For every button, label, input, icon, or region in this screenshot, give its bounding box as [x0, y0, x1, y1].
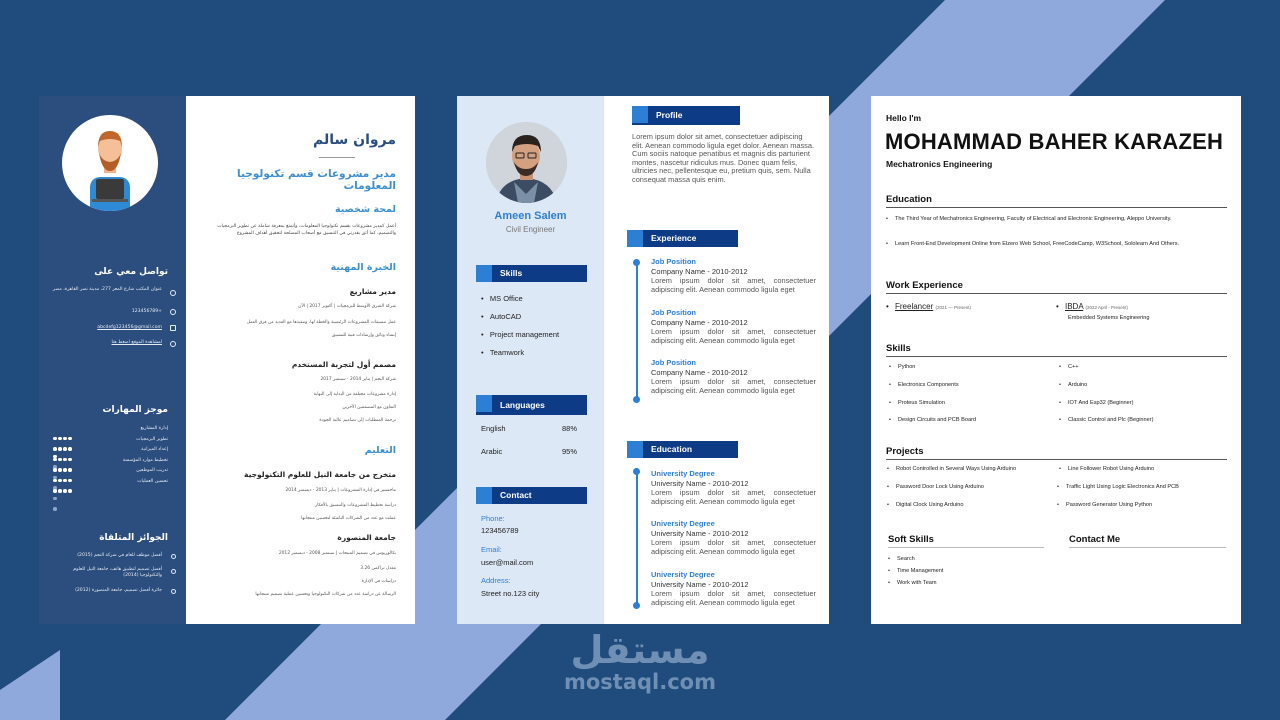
- work-heading: Work Experience: [886, 280, 1227, 294]
- resume-name: مروان سالم: [313, 132, 396, 148]
- awards-heading: الجوائز المتلقاة: [99, 533, 168, 543]
- mohammad-resume: [871, 96, 1241, 624]
- arabic-resume-sidebar: [39, 96, 186, 624]
- job-bullet: عمل تنسيقات المشروعات الرئيسية والخطة لها، وتنفيذها مع العديد من فرق العمل: [246, 320, 396, 325]
- contact-phone: 123456789: [481, 526, 519, 535]
- resume-name: MOHAMMAD BAHER KARAZEH: [885, 129, 1224, 154]
- job-bullet: إدارة مشروعات مختلفة من البداية إلى النهاية: [313, 392, 396, 397]
- award-icon: [171, 554, 176, 559]
- profile-text: Lorem ipsum dolor sit amet, consectetuer adipiscing elit. Aenean commodo ligula eget dolor. Aenean massa. Cum sociis natoque penatibus et magnis dis parturient montes, nascetur ridiculus mus. Donec quam felis, ultricies nec, pellentesque eu, pretium quis, sem. Nulla consequat massa quis enim.: [632, 132, 815, 184]
- skill-item: • C++: [1068, 364, 1079, 372]
- skill-rating: [53, 427, 75, 431]
- education-bullet: دراسات في الإدارة: [361, 579, 396, 584]
- contact-phone: +123456789: [131, 309, 162, 314]
- soft-skill-item: • Search: [897, 556, 915, 564]
- skill-name: تطوير البرمجيات: [136, 436, 168, 442]
- education-school: University Name - 2010-2012: [651, 479, 749, 488]
- education-heading: Education: [886, 194, 1227, 208]
- education-title: University Degree: [651, 570, 715, 579]
- education-heading: التعليم: [364, 445, 396, 456]
- whatsapp-icon: [170, 309, 176, 315]
- education-title: University Degree: [651, 519, 715, 528]
- education-item: • The Third Year of Mechatronics Engineering, Faculty of Electrical and Electronic Engineering, Aleppo University.: [895, 216, 1227, 224]
- job-bullet: ترجمة المتطلبات إلى تصاميم عالية الجودة: [319, 418, 396, 423]
- job-title: Job Position: [651, 257, 696, 266]
- education-bullet: دراسة تخطيط المشروعات والتنسيق بالأفكار: [315, 503, 396, 508]
- education-school: University Name - 2010-2012: [651, 580, 749, 589]
- globe-icon: [170, 341, 176, 347]
- work-item: • Freelancer (2021 — Present): [895, 302, 971, 313]
- contact-bar: Contact: [476, 487, 587, 504]
- language-pct: 95%: [562, 447, 578, 456]
- project-item: • Robot Controlled in Several Ways Using Arduino: [896, 466, 1016, 474]
- contact-email[interactable]: user@mail.com: [481, 558, 534, 567]
- contact-label: Phone:: [481, 514, 505, 523]
- languages-bar: Languages: [476, 395, 587, 415]
- experience-bar: Experience: [627, 230, 738, 247]
- project-item: • Traffic Light Using Logic Electronics And PCB: [1066, 484, 1179, 492]
- soft-skill-item: • Work with Team: [897, 580, 937, 588]
- job-bullet: التعاون مع المصممين الآخرين: [342, 405, 396, 410]
- job-company: Company Name - 2010-2012: [651, 318, 748, 327]
- education-timeline: [636, 471, 638, 606]
- job-title: مدير مشاريع: [349, 287, 396, 296]
- education-title: جامعة المنصورة: [337, 533, 396, 542]
- watermark-arabic: مستقل: [570, 628, 710, 672]
- language-name: English: [481, 424, 506, 433]
- language-pct: 88%: [562, 424, 578, 433]
- job-company: Company Name - 2010-2012: [651, 368, 748, 377]
- award-item: جائزة أفضل تصميم، جامعة المنصورة (2012): [75, 588, 162, 593]
- work-subtitle: Embedded Systems Engineering: [1068, 315, 1150, 321]
- skill-item: • AutoCAD: [481, 312, 522, 321]
- job-title: مصمم أول لتجربة المستخدم: [291, 360, 396, 369]
- ameen-resume-sidebar: [457, 96, 604, 624]
- award-item: أفضل موظف للعام في شركة النجم (2015): [77, 553, 162, 558]
- resume-name: Ameen Salem: [494, 210, 567, 222]
- education-item: • Learn Front-End Development Online from Elzero Web School, FreeCodeCamp, W3School, Sololearn And Others.: [895, 241, 1227, 249]
- education-title: University Degree: [651, 469, 715, 478]
- work-item: • IBDA (2022 April - Present): [1065, 302, 1128, 313]
- education-description: Lorem ipsum dolor sit amet, consectetuer adipiscing elit. Aenean commodo ligula eget: [651, 488, 816, 506]
- experience-heading: الخبرة المهنية: [330, 262, 396, 273]
- skill-rating: [53, 438, 75, 442]
- contact-address: عنوان المكتب شارع المعز 277، مدينة نصر القاهرة، مصر: [52, 287, 162, 292]
- rating-dot: [58, 489, 62, 493]
- profile-bar: Profile: [632, 106, 740, 125]
- award-item: أفضل تصميم لتطبيق هاتف، جامعة النيل للعلوم والتكنولوجيا (2014): [73, 567, 162, 579]
- rating-dot: [53, 507, 57, 511]
- projects-heading: Projects: [886, 446, 1227, 460]
- education-bullet: عملت مع عدد من الشركات الناشئة لتحسين منتجاتها: [301, 516, 396, 521]
- skill-rating: [53, 469, 75, 473]
- language-name: Arabic: [481, 447, 503, 456]
- profile-photo: [486, 122, 567, 203]
- watermark-latin: mostaql.com: [564, 670, 716, 694]
- job-description: Lorem ipsum dolor sit amet, consectetuer adipiscing elit. Aenean commodo ligula eget: [651, 377, 816, 395]
- skill-item: • Design Circuits and PCB Board: [898, 417, 976, 425]
- mostaql-watermark: [560, 628, 720, 694]
- timeline-dot: [633, 602, 640, 609]
- skill-name: تحسين العمليات: [137, 478, 168, 484]
- contact-email[interactable]: abcdefg123456@gmail.com: [97, 325, 162, 330]
- rating-dot: [68, 489, 72, 493]
- job-meta: شركة الشرق الأوسط للبرمجيات | أكتوبر 2017 | الآن: [298, 304, 396, 309]
- skills-heading: موجز المهارات: [102, 405, 168, 415]
- skill-item: • Electronics Components: [898, 382, 959, 390]
- job-title: Job Position: [651, 358, 696, 367]
- soft-skill-item: • Time Management: [897, 568, 943, 576]
- skill-rating: [53, 448, 75, 452]
- arabic-resume: [39, 96, 415, 624]
- skill-rating: [53, 480, 75, 484]
- job-company: Company Name - 2010-2012: [651, 267, 748, 276]
- contact-label: Email:: [481, 545, 502, 554]
- skill-item: • MS Office: [481, 294, 523, 303]
- timeline-dot: [633, 259, 640, 266]
- education-bullet: معدل تراكمي 3.26: [360, 566, 396, 571]
- project-item: • Digital Clock Using Arduino: [896, 502, 963, 510]
- arabic-resume-main: [186, 96, 415, 624]
- skill-item: • Python: [898, 364, 915, 372]
- education-bar: Education: [627, 441, 738, 458]
- profile-text: أعمل كمدير مشروعات بقسم تكنولوجيا المعلومات، وأتمتع بمعرفة شاملة عن تطوير البرمجيات والتصميم، كما أثق بقدرتي في التنسيق مع أصحاب المصلحة لتحقيق أهداف المشروع: [217, 224, 396, 236]
- rating-dot: [63, 489, 67, 493]
- hello-text: Hello I'm: [886, 113, 922, 123]
- contact-website[interactable]: لمشاهدة الموقع اضغط هنا: [111, 340, 162, 345]
- skill-item: • Classic Control and Plc (Beginner): [1068, 417, 1154, 425]
- skill-name: تخطيط موارد المؤسسة: [122, 457, 168, 463]
- resume-role: Civil Engineer: [505, 225, 556, 234]
- timeline-dot: [633, 468, 640, 475]
- skill-name: إدارة المشاريع: [140, 426, 168, 431]
- profile-heading: لمحة شخصية: [334, 204, 396, 215]
- timeline-dot: [633, 396, 640, 403]
- skill-item: • IOT And Esp32 (Beginner): [1068, 400, 1134, 408]
- education-bullet: الرسالة عن دراسة عدد من شركات التكنولوجيا وتحسين عملية تصميم منتجاتها: [255, 592, 396, 597]
- skill-rating: [53, 459, 75, 463]
- divider: [319, 157, 355, 158]
- soft-skills-heading: Soft Skills: [888, 534, 1044, 548]
- education-school: University Name - 2010-2012: [651, 529, 749, 538]
- skill-name: إعداد الميزانية: [141, 447, 168, 452]
- job-meta: شركة النجم | يناير 2014 - سبتمبر 2017: [320, 377, 396, 382]
- education-title: متخرج من جامعة النيل للعلوم التكنولوجية: [244, 470, 396, 479]
- contact-heading: تواصل معي على: [94, 267, 168, 277]
- contact-address: Street no.123 city: [481, 589, 540, 598]
- resume-title: مدير مشروعات قسم تكنولوجيا المعلومات: [237, 168, 396, 192]
- project-item: • Password Generator Using Python: [1066, 502, 1152, 510]
- avatar: [62, 115, 158, 211]
- experience-timeline: [636, 262, 638, 400]
- skill-name: تدريب الموظفين: [136, 468, 168, 473]
- contact-label: Address:: [481, 576, 511, 585]
- skill-item: • Project management: [481, 330, 560, 339]
- rating-dot: [53, 489, 57, 493]
- skills-heading: Skills: [886, 343, 1227, 357]
- contact-heading: Contact Me: [1069, 534, 1226, 548]
- job-description: Lorem ipsum dolor sit amet, consectetuer adipiscing elit. Aenean commodo ligula eget: [651, 276, 816, 294]
- education-description: Lorem ipsum dolor sit amet, consectetuer adipiscing elit. Aenean commodo ligula eget: [651, 589, 816, 607]
- job-bullet: إنشاء وثائق وإرشادات فنية للتنسيق: [331, 333, 396, 338]
- ameen-resume: [457, 96, 829, 624]
- job-description: Lorem ipsum dolor sit amet, consectetuer adipiscing elit. Aenean commodo ligula eget: [651, 327, 816, 345]
- education-meta: ماجستير في إدارة المشروعات | يناير 2013 - ديسمبر 2014: [285, 488, 396, 493]
- award-icon: [171, 589, 176, 594]
- resume-role: Mechatronics Engineering: [886, 159, 993, 169]
- skill-item: • Arduino: [1068, 382, 1087, 390]
- job-title: Job Position: [651, 308, 696, 317]
- skills-bar: Skills: [476, 265, 587, 282]
- education-meta: بكالوريوس في تصميم المنتجات | سبتمبر 2008 - ديسمبر 2012: [278, 551, 396, 556]
- project-item: • Password Door Lock Using Arduino: [896, 484, 984, 492]
- skill-item: • Proteus Simulation: [898, 400, 945, 408]
- education-description: Lorem ipsum dolor sit amet, consectetuer adipiscing elit. Aenean commodo ligula eget: [651, 538, 816, 556]
- skill-item: • Teamwork: [481, 348, 525, 357]
- project-item: • Line Follower Robot Using Arduino: [1068, 466, 1154, 474]
- location-icon: [170, 290, 176, 296]
- mail-icon: [170, 325, 176, 331]
- award-icon: [171, 569, 176, 574]
